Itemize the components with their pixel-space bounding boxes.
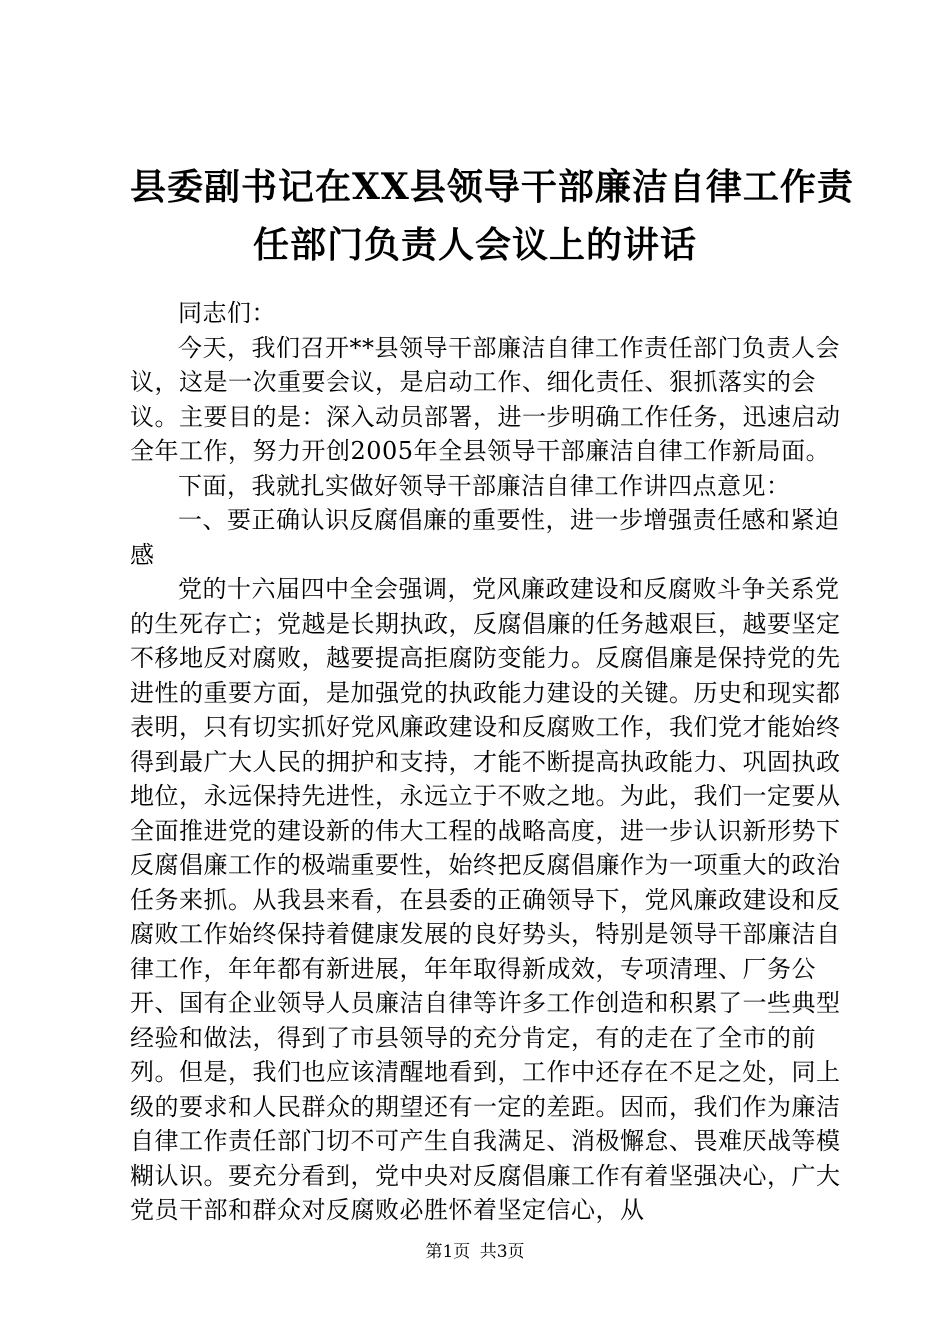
document-title bbox=[130, 158, 854, 274]
page-total: 共3页 bbox=[479, 1242, 525, 1262]
page-footer bbox=[0, 1240, 950, 1264]
paragraph-intro: 今天，我们召开**县领导干部廉洁自律工作责任部门负责人会议，这是一次重要会议，是启动工作、细化责任、狠抓落实的会议。主要目的是：深入动员部署，进一步明确工作任务，迅速启动全年工作，努力开创2005年全县领导干部廉洁自律工作新局面。 bbox=[130, 333, 841, 465]
title-line-2: 任部门负责人会议上的讲话 bbox=[252, 224, 697, 266]
paragraph-body: 党的十六届四中全会强调，党风廉政建设和反腐败斗争关系党的生死存亡；党越是长期执政，反腐倡廉的任务越艰巨，越要坚定不移地反对腐败，越要提高拒腐防变能力。反腐倡廉是保持党的先进性的重要方面，是加强党的执政能力建设的关键。历史和现实都表明，只有切实抓好党风廉政建设和反腐败工作，我们党才能始终得到最广大人民的拥护和支持，才能不断提高执政能力、巩固执政地位，永远保持先进性，永远立于不败之地。为此，我们一定要从全面推进党的建设新的伟大工程的战略高度，进一步认识新形势下反腐倡廉工作的极端重要性，始终把反腐倡廉作为一项重大的政治任务来抓。从我县来看，在县委的正确领导下，党风廉政建设和反腐败工作始终保持着健康发展的良好势头，特别是领导干部廉洁自律工作，年年都有新进展，年年取得新成效，专项清理、厂务公开、国有企业领导人员廉洁自律等许多工作创造和积累了一些典型经验和做法，得到了市县领导的充分肯定，有的走在了全市的前列。但是，我们也应该清醒地看到，工作中还存在不足之处，同上级的要求和人民群众的期望还有一定的差距。因而，我们作为廉洁自律工作责任部门切不可产生自我满足、消极懈怠、畏难厌战等模糊认识。要充分看到，党中央对反腐倡廉工作有着坚强决心，广大党员干部和群众对反腐败必胜怀着坚定信心，从 bbox=[130, 575, 841, 1224]
page-number: 第1页 bbox=[425, 1242, 471, 1262]
salutation: 同志们： bbox=[178, 299, 276, 327]
paragraph-outline: 下面，我就扎实做好领导干部廉洁自律工作讲四点意见： bbox=[178, 471, 791, 500]
document-body bbox=[130, 296, 846, 1228]
section-heading-1: 一、要正确认识反腐倡廉的重要性，进一步增强责任感和紧迫感 bbox=[130, 506, 840, 569]
title-line-1: 县委副书记在XX县领导干部廉洁自律工作责 bbox=[130, 166, 854, 208]
